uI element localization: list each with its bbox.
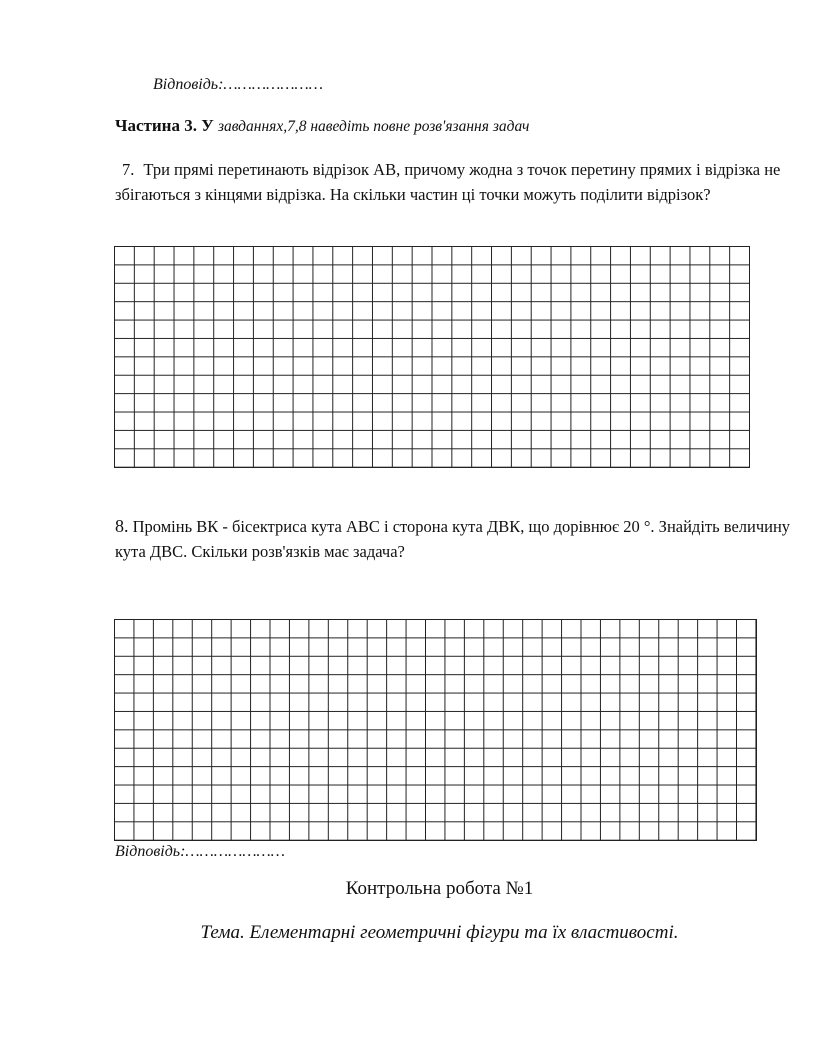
problem-8-number: 8. <box>115 516 129 536</box>
part-3-title: Частина 3. У <box>115 116 214 135</box>
topic-text: Тема. Елементарні геометричні фігури та їх властивості. <box>200 922 679 943</box>
problem-7-text: Три прямі перетинають відрізок АВ, причому жодна з точок перетину прямих і відрізка не збігаються з кінцями відрізка. На скільки частин ці точки можуть поділити відрізок? <box>115 160 781 204</box>
topic-line <box>0 922 816 944</box>
problem-8 <box>115 514 795 564</box>
answer-grid-7 <box>114 246 750 468</box>
test-title <box>0 878 816 900</box>
answer-grid-8 <box>114 619 757 841</box>
answer-label-top: Відповідь:………………… <box>153 76 323 93</box>
answer-label-bottom: Відповідь:………………… <box>115 843 285 860</box>
problem-7 <box>115 157 795 207</box>
test-title-text: Контрольна робота №1 <box>345 878 534 899</box>
part-3-heading <box>115 116 529 136</box>
problem-8-text: Промінь ВК - бісектриса кута АВС і сторона кута ДВК, що дорівнює 20 °. Знайдіть величину кута ДВС. Скільки розв'язків має задача? <box>115 517 791 561</box>
problem-7-number: 7. <box>122 160 135 179</box>
part-3-instruction: завданнях,7,8 наведіть повне розв'язання задач <box>217 118 530 135</box>
